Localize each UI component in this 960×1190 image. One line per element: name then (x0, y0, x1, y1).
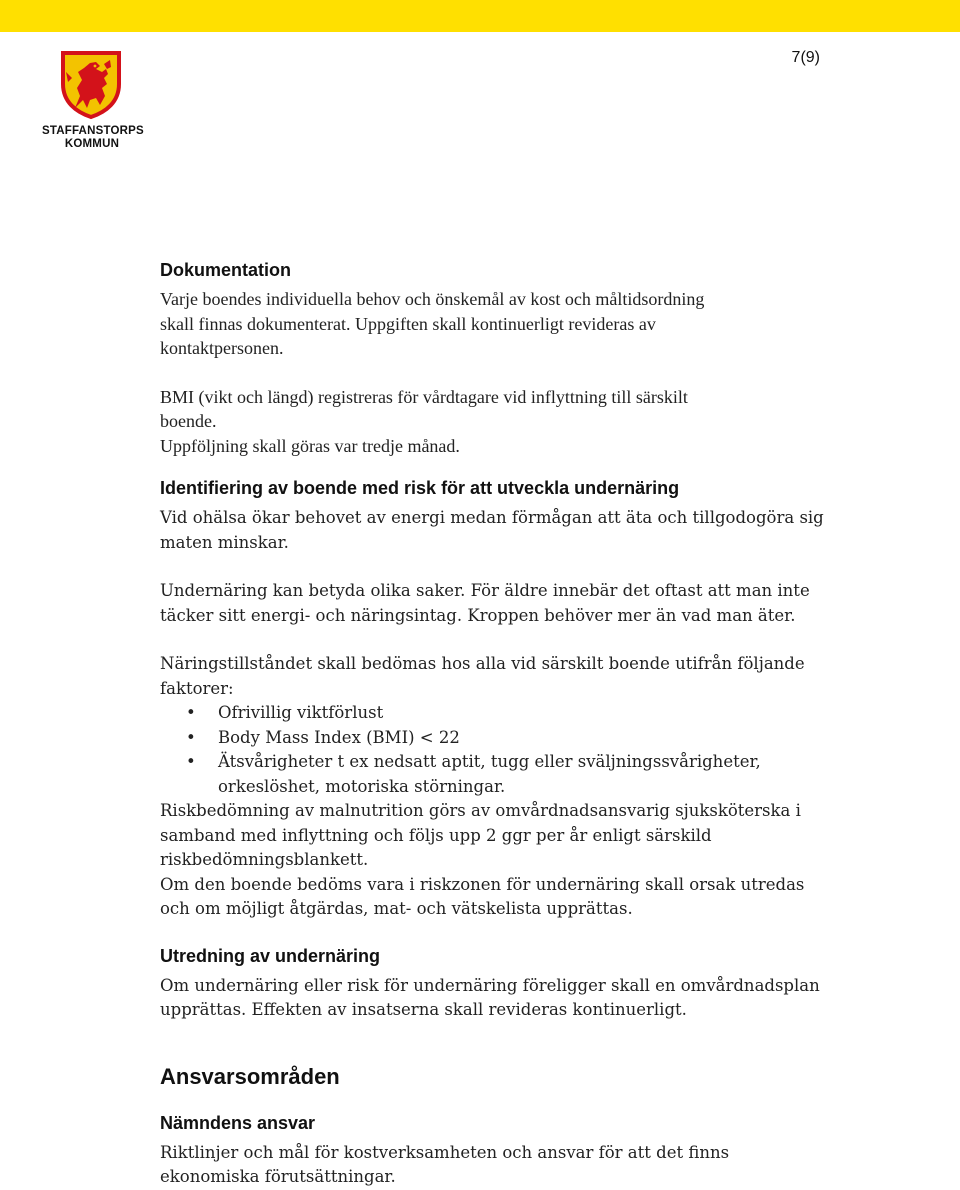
paragraph-identifiering-4: Riskbedömning av malnutrition görs av omvårdnadsansvarig sjuksköterska i samband med inflyttning och följs upp 2 ggr per år enligt särskild riskbedömningsblankett. (160, 801, 801, 869)
list-item: • Body Mass Index (BMI) < 22 (160, 726, 850, 751)
paragraph-identifiering-5: Om den boende bedöms vara i riskzonen för undernäring skall orsak utredas och om möjligt åtgärdas, mat- och vätskelista upprättas. (160, 874, 805, 918)
paragraph-dokumentation-2: BMI (vikt och längd) registreras för vårdtagare vid inflyttning till särskilt boende. Uppföljning skall göras var tredje månad. (160, 386, 688, 456)
heading-dokumentation: Dokumentation (160, 260, 292, 280)
paragraph-dokumentation-1: Varje boendes individuella behov och önskemål av kost och måltidsordning skall finnas dokumenterat. Uppgiften skall kontinuerligt revideras av kontaktpersonen. (160, 289, 705, 358)
risk-factor-list (160, 701, 850, 799)
document-body (160, 258, 850, 1190)
heading-namndens-ansvar: Nämndens ansvar (160, 1112, 316, 1133)
heading-identifiering: Identifiering av boende med risk för att utveckla undernäring (160, 478, 680, 498)
heading-ansvarsomraden: Ansvarsområden (160, 1063, 340, 1089)
municipality-logo (42, 50, 142, 151)
paragraph-identifiering-1: Vid ohälsa ökar behovet av energi medan förmågan att äta och tillgodogöra sig maten minskar. (160, 508, 824, 552)
top-color-bar (0, 0, 960, 32)
paragraph-identifiering-3: Näringstillståndet skall bedömas hos alla vid särskilt boende utifrån följande faktorer: (160, 654, 805, 698)
paragraph-identifiering-2: Undernäring kan betyda olika saker. För äldre innebär det oftast att man inte täcker sitt energi- och näringsintag. Kroppen behöver mer än vad man äter. (160, 581, 810, 625)
list-item: • Ätsvårigheter t ex nedsatt aptit, tugg eller sväljningssvårigheter, orkeslöshet, motoriska störningar. (160, 750, 850, 799)
paragraph-utredning-1: Om undernäring eller risk för undernäring föreligger skall en omvårdnadsplan upprättas. Effekten av insatserna skall revideras kontinuerligt. (160, 975, 820, 1019)
coat-of-arms-lion-icon (60, 50, 122, 120)
paragraph-namndens-ansvar: Riktlinjer och mål för kostverksamheten och ansvar för att det finns ekonomiska förutsättningar. (160, 1142, 730, 1186)
heading-utredning: Utredning av undernäring (160, 945, 381, 966)
list-item: • Ofrivillig viktförlust (160, 701, 850, 726)
page-number: 7(9) (791, 49, 820, 66)
logo-text-line1: STAFFANSTORPS (42, 125, 144, 137)
logo-text-line2: KOMMUN (64, 138, 120, 150)
